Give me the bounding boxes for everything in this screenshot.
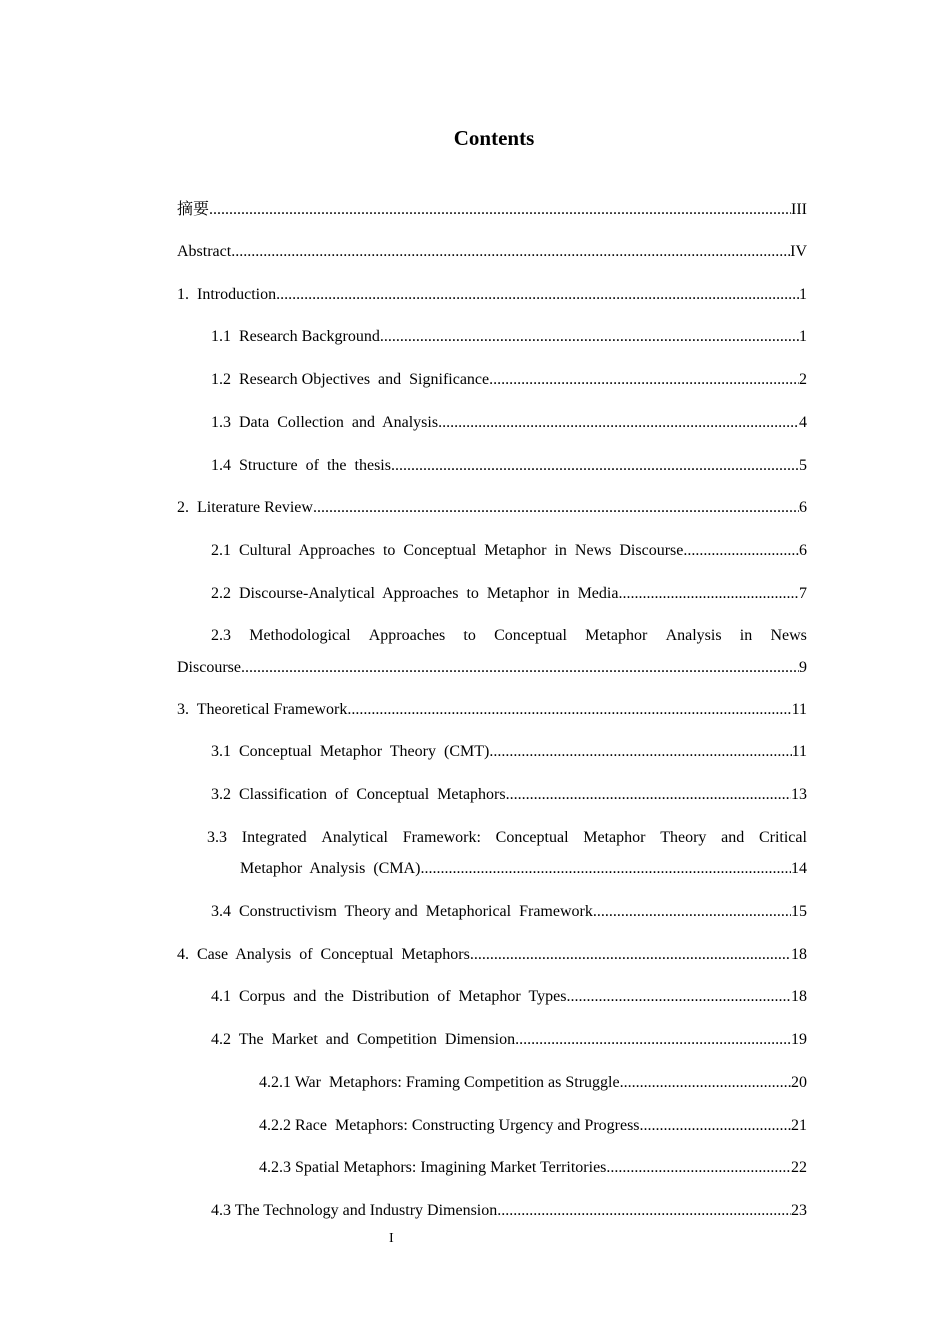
toc-word: in (739, 627, 753, 644)
toc-entry-page: 19 (791, 1031, 807, 1048)
toc-entry-page: 22 (791, 1159, 807, 1176)
toc-word: Integrated (241, 829, 307, 846)
dot-leader (470, 945, 791, 965)
toc-entry-3-2[interactable] (211, 785, 807, 805)
toc-entry-3-3-line1[interactable] (207, 828, 807, 848)
dot-leader (497, 1201, 791, 1221)
toc-entry-text: 1.1 Research Background (211, 328, 380, 345)
toc-entry-text: 1. Introduction (177, 286, 277, 303)
toc-entry-text: Abstract (177, 243, 232, 260)
toc-entry-text: 4.1 Corpus and the Distribution of Metaphor Types (211, 988, 567, 1005)
toc-entry-text: 3. Theoretical Framework (177, 701, 348, 718)
toc-entry-page: 1 (799, 328, 807, 345)
toc-word: Metaphor (585, 627, 648, 644)
toc-word: News (770, 627, 807, 644)
toc-word: Analytical (321, 829, 388, 846)
toc-entry-page: 11 (791, 701, 807, 718)
toc-entry-text: 摘要 (177, 201, 210, 218)
toc-entry-2-3-line2[interactable] (177, 658, 807, 678)
toc-entry-chapter-4[interactable] (177, 945, 807, 965)
page-number: I (389, 1231, 394, 1246)
toc-entry-abstract[interactable] (177, 242, 807, 262)
toc-entry-4-3[interactable] (211, 1201, 807, 1221)
toc-entry-text: 4.3 The Technology and Industry Dimension (211, 1202, 498, 1219)
toc-entry-1-1[interactable] (211, 327, 807, 347)
toc-entry-text: 3.1 Conceptual Metaphor Theory (CMT) (211, 743, 490, 760)
toc-entry-page: IV (790, 243, 807, 260)
toc-entry-page: 5 (799, 457, 807, 474)
toc-entry-text: 1.3 Data Collection and Analysis (211, 414, 439, 431)
dot-leader (209, 200, 791, 220)
toc-word: to (463, 627, 476, 644)
toc-entry-1-4[interactable] (211, 456, 807, 476)
toc-entry-4-2-2[interactable] (259, 1116, 807, 1136)
toc-entry-page: 20 (791, 1074, 807, 1091)
toc-entry-page: 18 (791, 988, 807, 1005)
toc-entry-2-1[interactable] (211, 541, 807, 561)
dot-leader (593, 902, 791, 922)
dot-leader (620, 1073, 791, 1093)
toc-word: Framework: (402, 829, 481, 846)
page-title: Contents (453, 126, 535, 150)
toc-entry-3-1[interactable] (211, 742, 807, 762)
toc-entry-page: 18 (791, 946, 807, 963)
toc-entry-3-3-line2[interactable] (240, 859, 807, 879)
toc-entry-page: 6 (799, 542, 807, 559)
dot-leader (347, 700, 791, 720)
toc-entry-abstract-zh[interactable] (177, 200, 807, 220)
dot-leader (606, 1158, 791, 1178)
toc-entry-page: 6 (799, 499, 807, 516)
toc-word: Metaphor (583, 829, 646, 846)
toc-entry-text: 1.4 Structure of the thesis (211, 457, 391, 474)
toc-entry-3-4[interactable] (211, 902, 807, 922)
toc-entry-page: 14 (791, 860, 807, 877)
toc-entry-chapter-2[interactable] (177, 498, 807, 518)
toc-entry-1-3[interactable] (211, 413, 807, 433)
dot-leader (489, 742, 791, 762)
toc-entry-4-2-3[interactable] (259, 1158, 807, 1178)
dot-leader (241, 658, 799, 678)
dot-leader (313, 498, 799, 518)
toc-entry-1-2[interactable] (211, 370, 807, 390)
toc-word: Theory (660, 829, 707, 846)
dot-leader (231, 242, 790, 262)
toc-entry-page: 13 (791, 786, 807, 803)
toc-word: and (721, 829, 745, 846)
toc-entry-chapter-3[interactable] (177, 700, 807, 720)
toc-word: Conceptual (494, 627, 567, 644)
toc-entry-text: 3.4 Constructivism Theory and Metaphorical Framework (211, 903, 593, 920)
toc-entry-text: Metaphor Analysis (CMA) (240, 860, 421, 877)
toc-word: Conceptual (495, 829, 569, 846)
dot-leader (566, 987, 791, 1007)
toc-entry-page: 9 (799, 659, 807, 676)
toc-entry-text: 2.1 Cultural Approaches to Conceptual Metaphor in News Discourse (211, 542, 684, 559)
toc-entry-page: 4 (799, 414, 807, 431)
dot-leader (391, 456, 799, 476)
toc-entry-2-2[interactable] (211, 584, 807, 604)
toc-entry-text: 1.2 Research Objectives and Significance (211, 371, 490, 388)
dot-leader (438, 413, 799, 433)
toc-entry-page: 11 (791, 743, 807, 760)
toc-entry-page: 7 (799, 585, 807, 602)
toc-entry-2-3-line1[interactable] (211, 626, 807, 646)
dot-leader (489, 370, 799, 390)
toc-entry-page: 21 (791, 1117, 807, 1134)
toc-entry-4-1[interactable] (211, 987, 807, 1007)
toc-word: Approaches (368, 627, 446, 644)
toc-word: 2.3 (211, 627, 231, 644)
toc-entry-page: 23 (791, 1202, 807, 1219)
toc-entry-page: 2 (799, 371, 807, 388)
toc-word: 3.3 (207, 829, 227, 846)
dot-leader (683, 541, 799, 561)
toc-word: Analysis (665, 627, 722, 644)
dot-leader (276, 285, 799, 305)
dot-leader (420, 859, 791, 879)
toc-entry-4-2[interactable] (211, 1030, 807, 1050)
dot-leader (515, 1030, 791, 1050)
toc-word: Methodological (249, 627, 351, 644)
toc-entry-text: Discourse (177, 659, 241, 676)
toc-entry-text: 4. Case Analysis of Conceptual Metaphors (177, 946, 470, 963)
toc-entry-text: 3.2 Classification of Conceptual Metaphors (211, 786, 506, 803)
toc-entry-4-2-1[interactable] (259, 1073, 807, 1093)
dot-leader (506, 785, 791, 805)
dot-leader (618, 584, 799, 604)
toc-entry-text: 4.2.2 Race Metaphors: Constructing Urgency and Progress (259, 1117, 640, 1134)
toc-entry-text: 4.2.1 War Metaphors: Framing Competition as Struggle (259, 1074, 620, 1091)
toc-entry-page: 1 (799, 286, 807, 303)
toc-entry-text: 2.2 Discourse-Analytical Approaches to Metaphor in Media (211, 585, 619, 602)
toc-entry-text: 4.2.3 Spatial Metaphors: Imagining Market Territories (259, 1159, 607, 1176)
dot-leader (380, 327, 799, 347)
toc-entry-text: 2. Literature Review (177, 499, 313, 516)
toc-word: Critical (758, 829, 807, 846)
dot-leader (640, 1116, 791, 1136)
toc-entry-page: 15 (791, 903, 807, 920)
toc-entry-page: III (791, 201, 807, 218)
toc-entry-chapter-1[interactable] (177, 285, 807, 305)
toc-entry-text: 4.2 The Market and Competition Dimension (211, 1031, 516, 1048)
